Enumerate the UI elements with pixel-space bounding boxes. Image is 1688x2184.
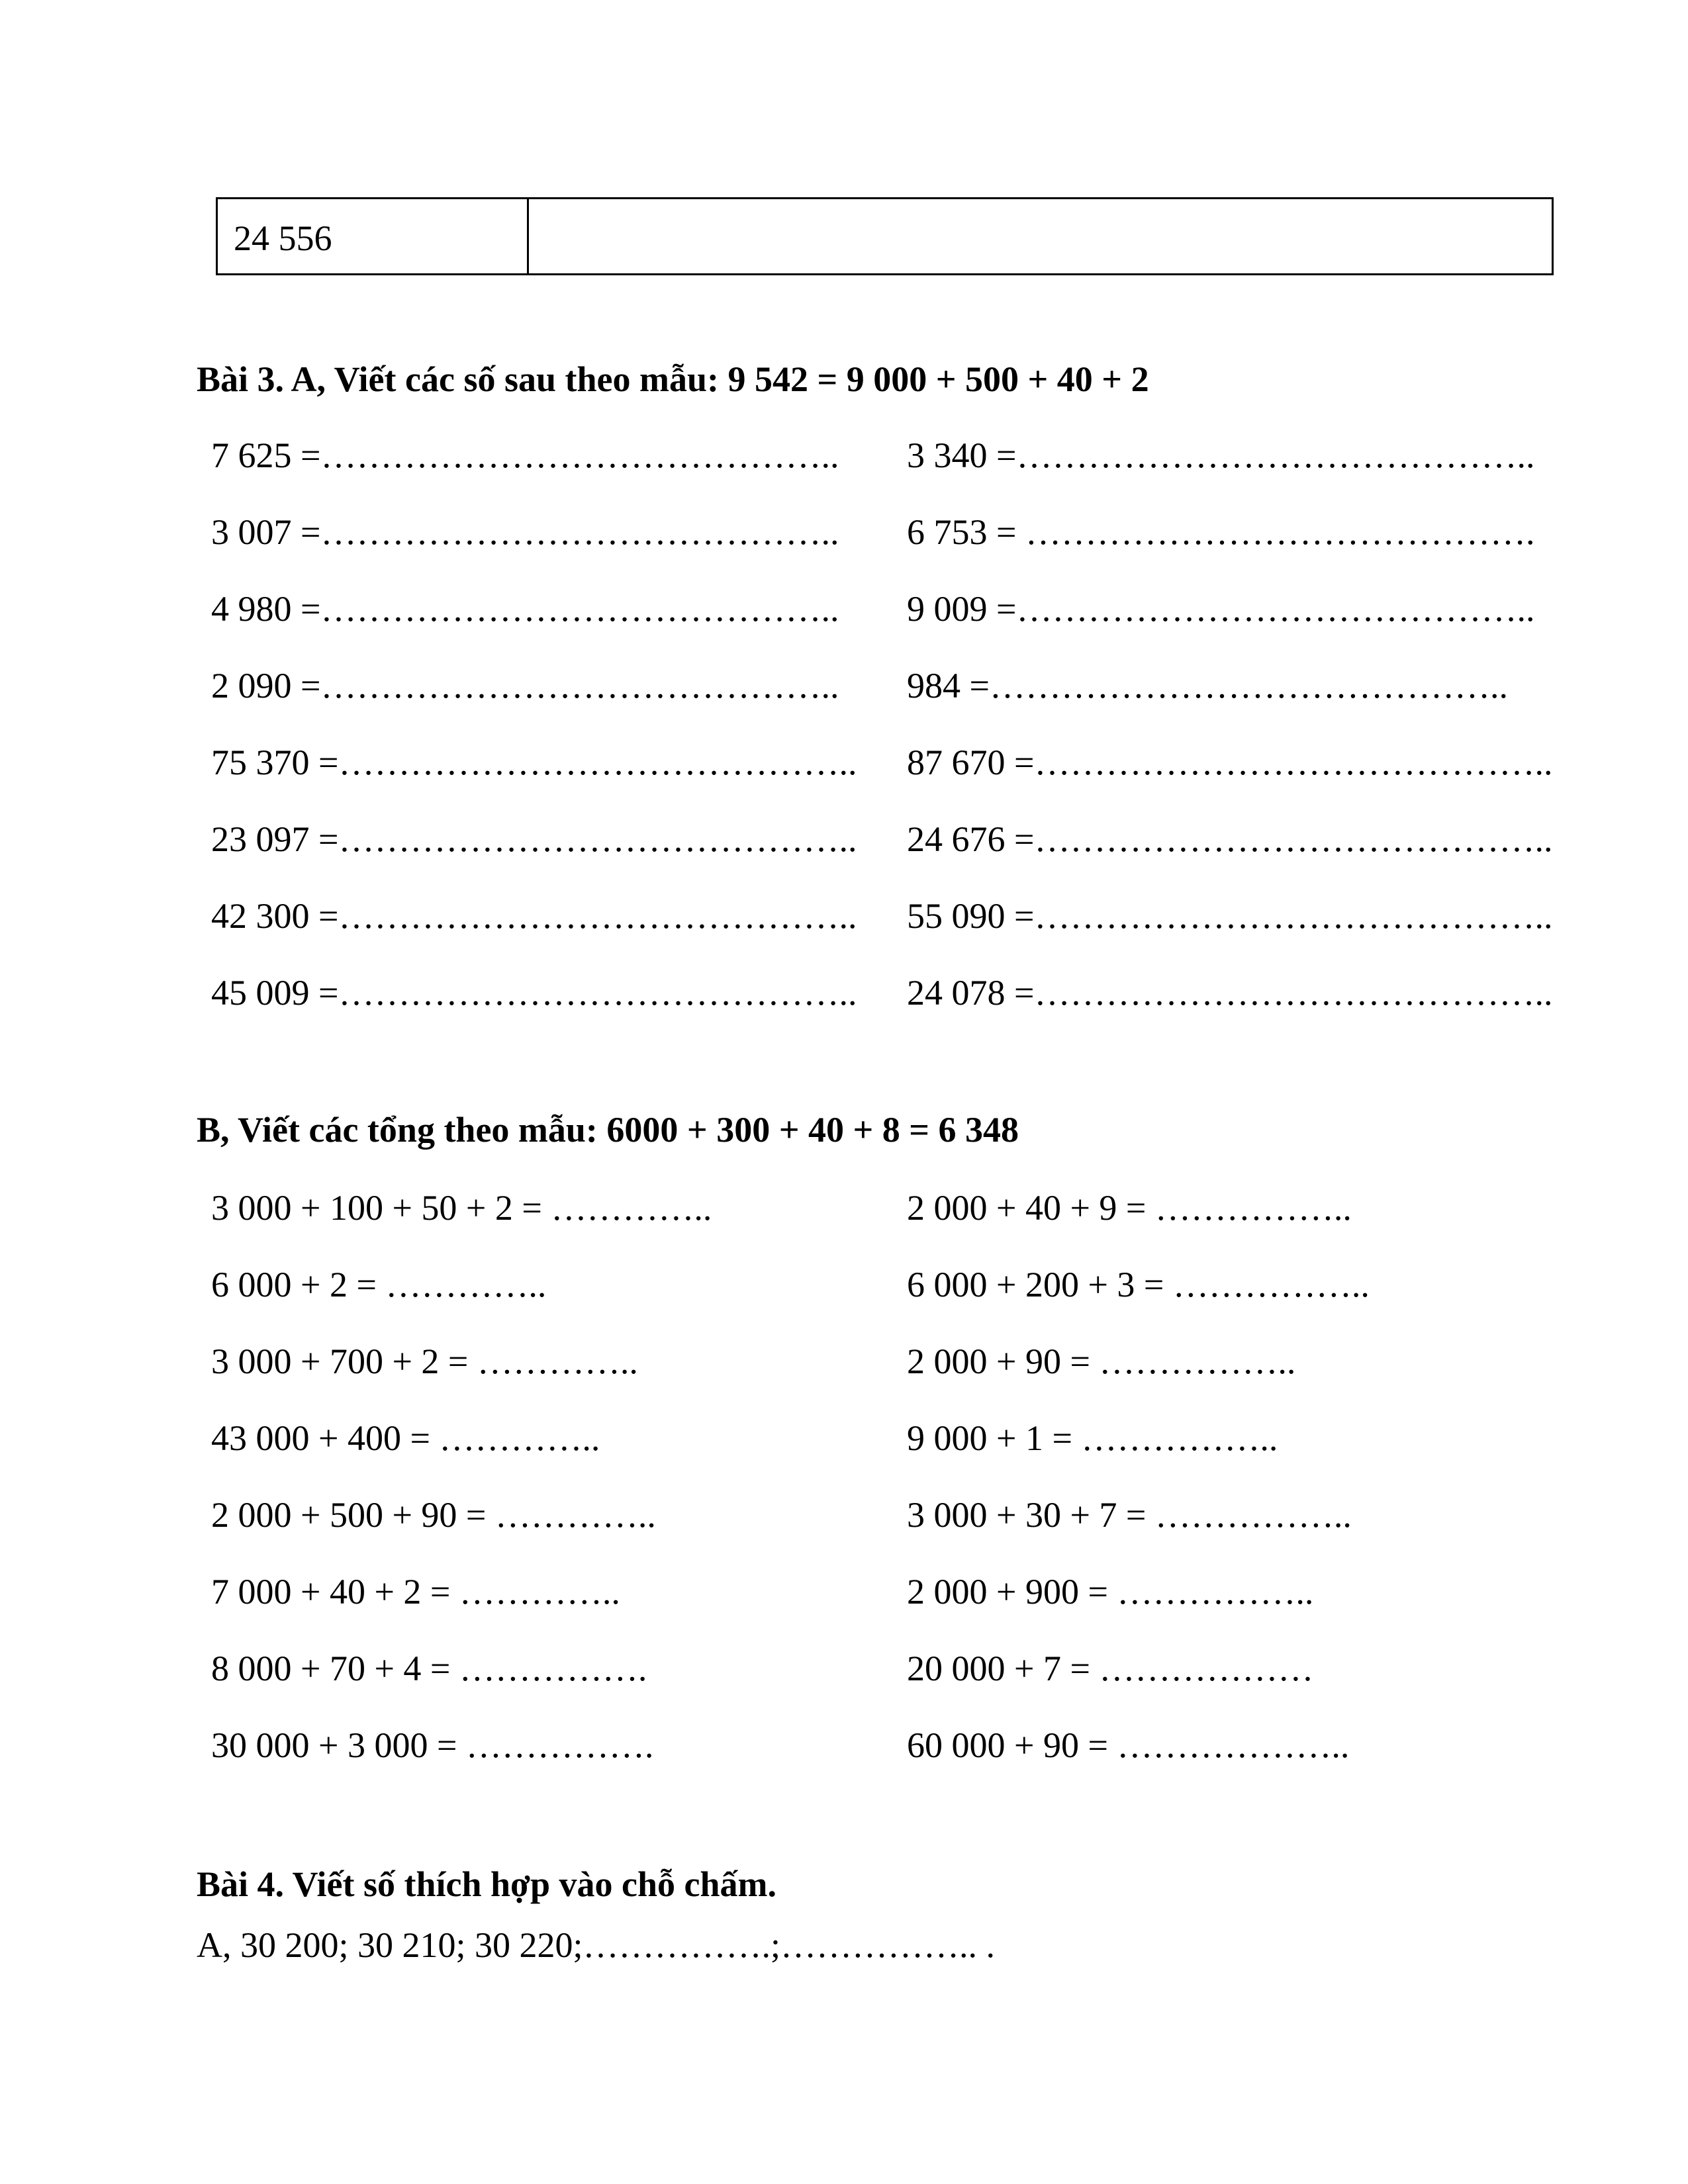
partB-right-item: 60 000 + 90 = ……………….. <box>907 1725 1350 1765</box>
bai3-right-item: 3 340 =…………………………………….. <box>907 435 1535 475</box>
partB-right-item: 9 000 + 1 = …………….. <box>907 1418 1278 1458</box>
partB-left-item: 7 000 + 40 + 2 = ………….. <box>211 1572 620 1612</box>
bai3-right-item: 984 =…………………………………….. <box>907 666 1508 705</box>
bai3-left-item: 75 370 =…………………………………….. <box>211 743 857 782</box>
bai4-sequence-a: A, 30 200; 30 210; 30 220;…………….;…………….. . <box>197 1925 996 1965</box>
partB-right-item: 2 000 + 900 = …………….. <box>907 1572 1314 1612</box>
bai4-heading: Bài 4. Viết số thích hợp vào chỗ chấm. <box>197 1864 776 1904</box>
partB-left-item: 43 000 + 400 = ………….. <box>211 1418 600 1458</box>
bai3-left-item: 2 090 =…………………………………….. <box>211 666 839 705</box>
partB-left-item: 8 000 + 70 + 4 = ……………. <box>211 1649 647 1688</box>
partB-right-item: 20 000 + 7 = ……………… <box>907 1649 1314 1688</box>
number-table-row <box>216 197 1554 275</box>
bai3-left-item: 42 300 =…………………………………….. <box>211 896 857 936</box>
bai3-right-item: 24 078 =…………………………………….. <box>907 973 1553 1013</box>
partB-left-item: 30 000 + 3 000 = ……………. <box>211 1725 654 1765</box>
partB-left-item: 3 000 + 700 + 2 = ………….. <box>211 1342 638 1381</box>
partB-right-item: 2 000 + 40 + 9 = …………….. <box>907 1188 1352 1228</box>
partB-heading: B, Viết các tổng theo mẫu: 6000 + 300 + 40 + 8 = 6 348 <box>197 1110 1019 1150</box>
bai3-right-item: 6 753 = ……………………………………. <box>907 512 1535 552</box>
partB-left-item: 2 000 + 500 + 90 = ………….. <box>211 1495 656 1535</box>
partB-left-item: 6 000 + 2 = ………….. <box>211 1265 547 1304</box>
table-cell-number: 24 556 <box>218 199 529 273</box>
bai3-right-item: 9 009 =…………………………………….. <box>907 589 1535 629</box>
bai3-left-item: 3 007 =…………………………………….. <box>211 512 839 552</box>
bai3-right-item: 87 670 =…………………………………….. <box>907 743 1553 782</box>
table-cell-blank <box>529 199 1552 273</box>
bai3-left-item: 7 625 =…………………………………….. <box>211 435 839 475</box>
bai3-right-item: 24 676 =…………………………………….. <box>907 819 1553 859</box>
partB-left-item: 3 000 + 100 + 50 + 2 = ………….. <box>211 1188 712 1228</box>
bai3-right-item: 55 090 =…………………………………….. <box>907 896 1553 936</box>
bai3-heading: Bài 3. A, Viết các số sau theo mẫu: 9 542 = 9 000 + 500 + 40 + 2 <box>197 359 1149 399</box>
partB-right-item: 3 000 + 30 + 7 = …………….. <box>907 1495 1352 1535</box>
partB-right-item: 6 000 + 200 + 3 = …………….. <box>907 1265 1370 1304</box>
partB-right-item: 2 000 + 90 = …………….. <box>907 1342 1296 1381</box>
bai3-left-item: 4 980 =…………………………………….. <box>211 589 839 629</box>
bai3-left-item: 45 009 =…………………………………….. <box>211 973 857 1013</box>
bai3-left-item: 23 097 =…………………………………….. <box>211 819 857 859</box>
